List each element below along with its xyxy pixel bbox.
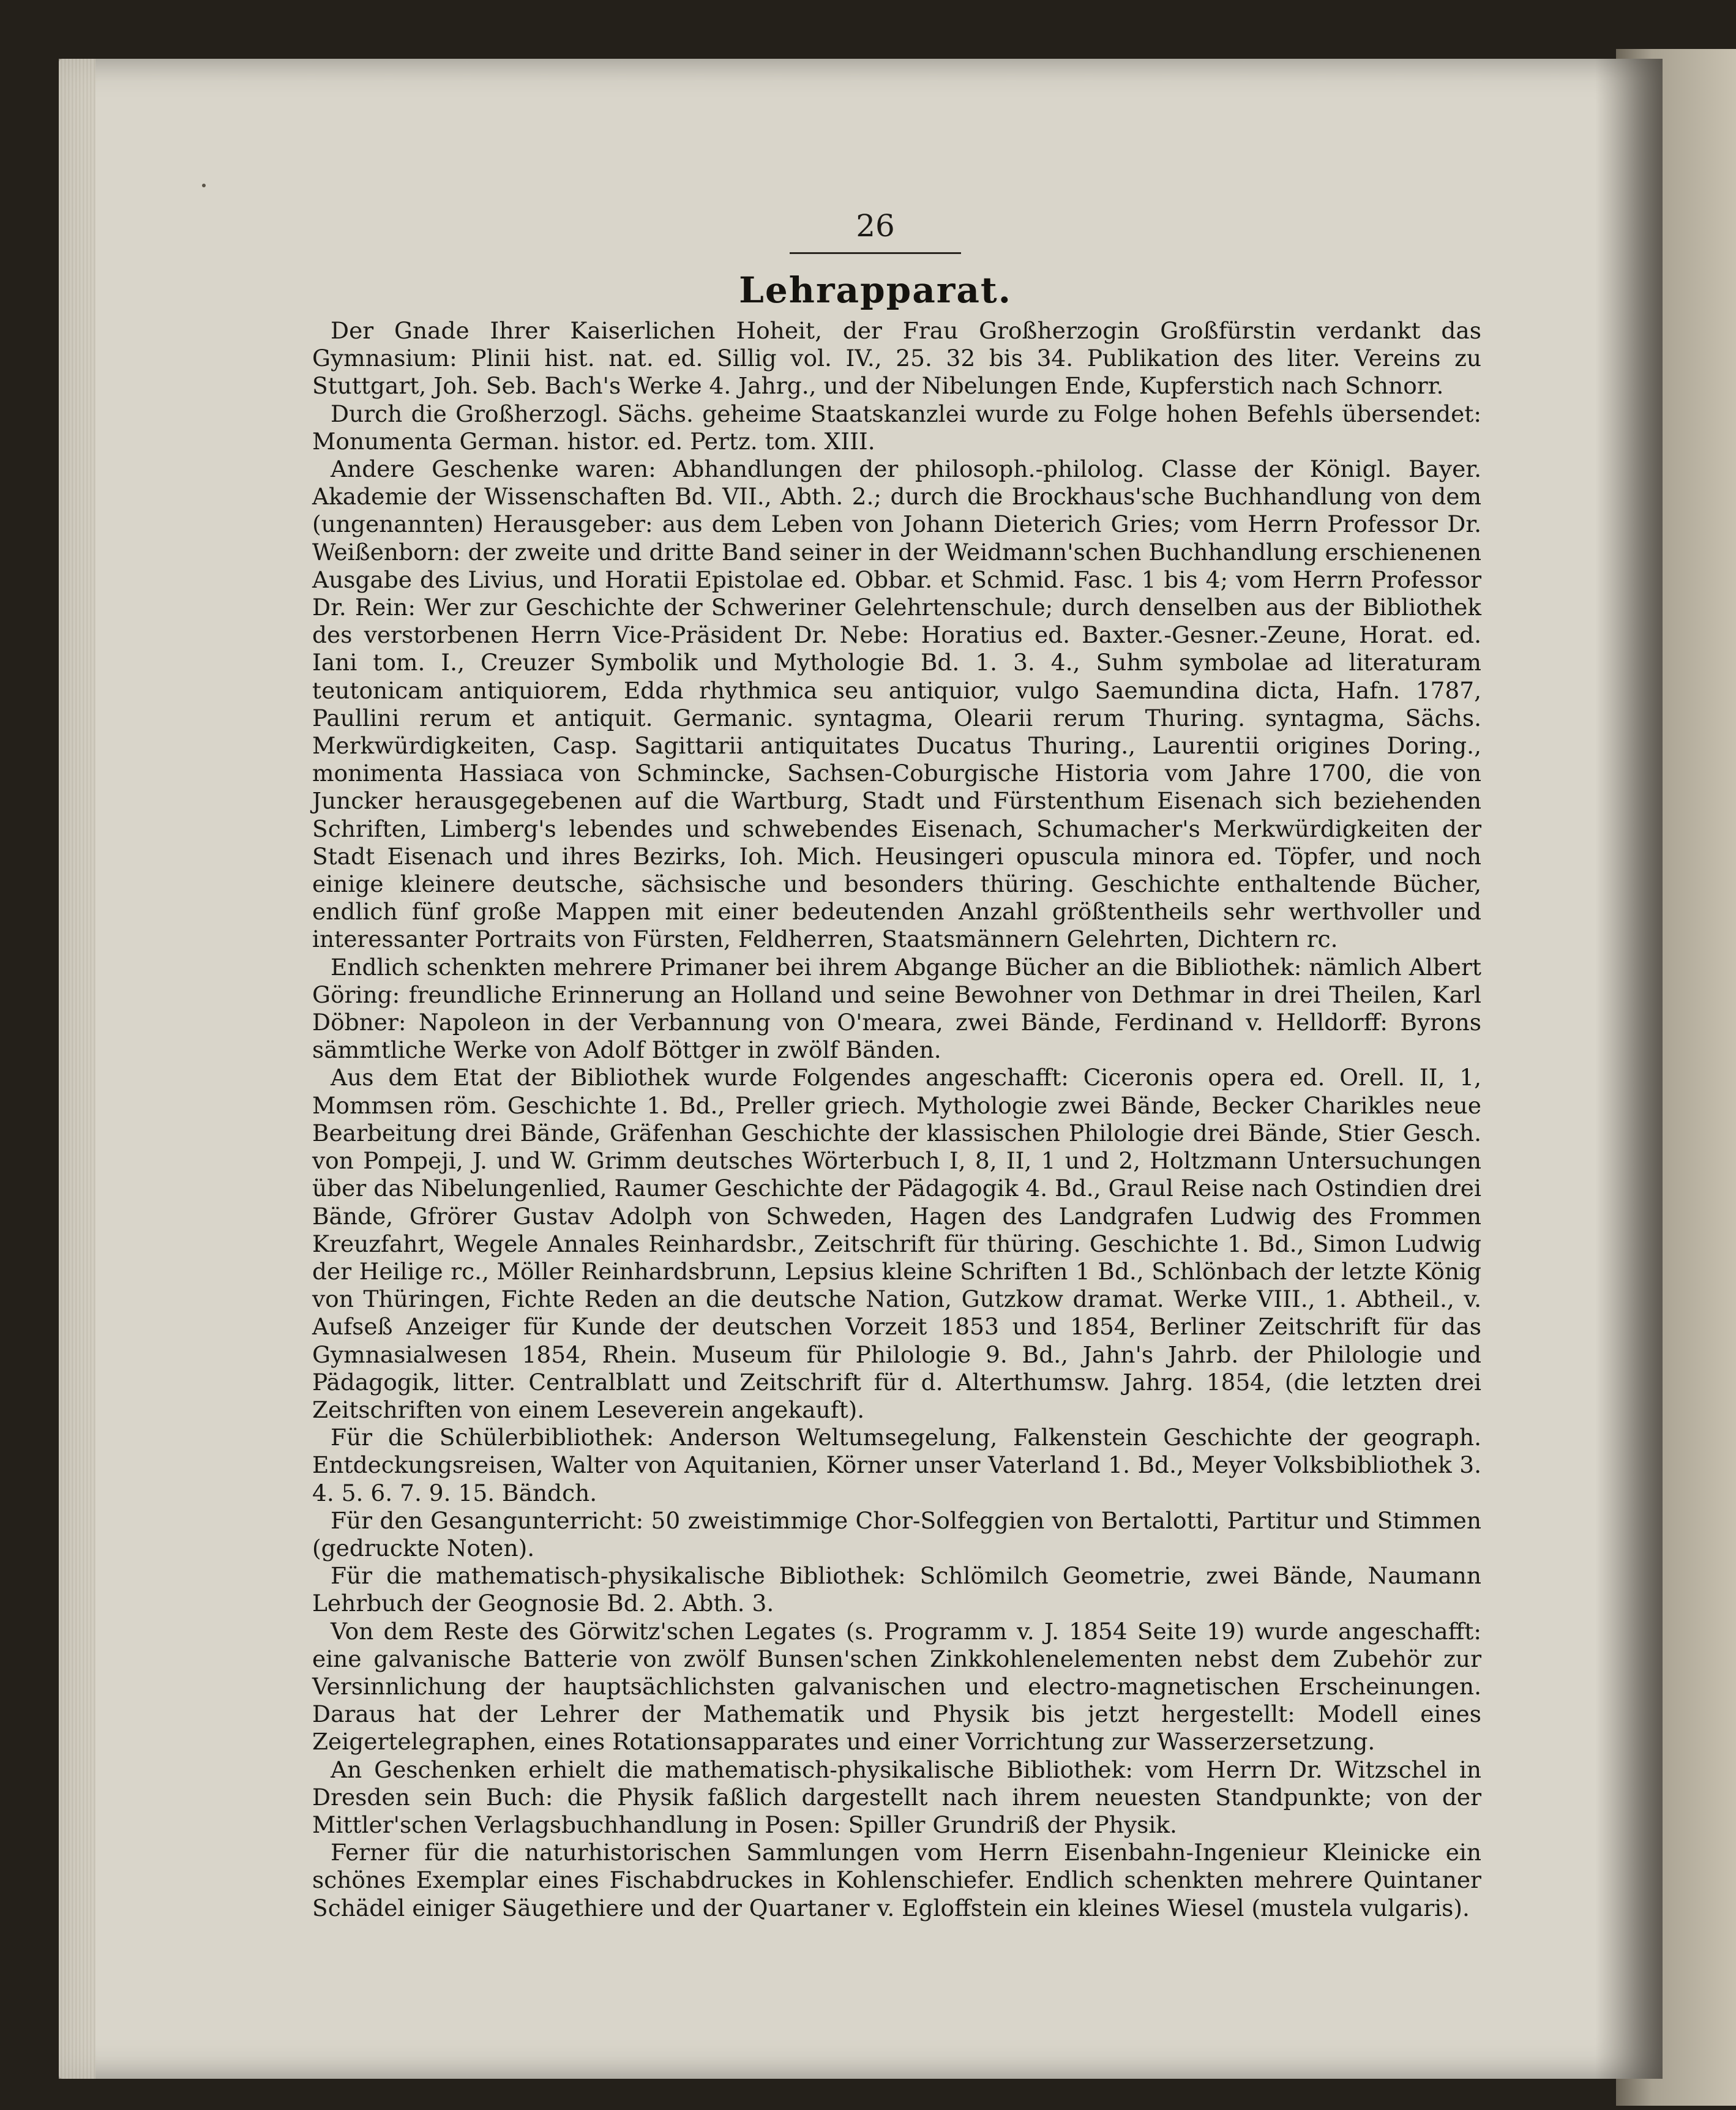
paragraph-library-purchases: Aus dem Etat der Bibliothek wurde Folgendes angeschafft: Ciceronis opera ed. Orell. II, 1, Mommsen röm. Geschichte 1. Bd., Preller griech. Mythologie zwei Bände, Becker Charikles neue Bearbeitung drei Bände, Gräfenhan Geschichte der klassischen Philologie drei Bände, Stier Gesch. von Pompeji, J. und W. Grimm deutsches Wörterbuch I, 8, II, 1 und 2, Holtzmann Untersuchungen über das Nibelungenlied, Raumer Geschichte der Pädagogik 4. Bd., Graul Reise nach Ostindien drei Bände, Gfrörer Gustav Adolph von Schweden, Hagen des Landgrafen Ludwig des Frommen Kreuzfahrt, Wegele Annales Reinhardsbr., Zeitschrift für thüring. Geschichte 1. Bd., Simon Ludwig der Heilige rc., Möller Reinhardsbrunn, Lepsius kleine Schriften 1 Bd., Schlönbach der letzte König von Thüringen, Fichte Reden an die deutsche Nation, Gutzkow dramat. Werke VIII., 1. Abtheil., v. Aufseß Anzeiger für Kunde der deutschen Vorzeit 1853 und 1854, Berliner Zeitschrift für das Gymnasialwesen 1854, Rhein. Museum für Philologie 9. Bd., Jahn's Jahrb. der Philologie und Pädagogik, litter. Centralblatt und Zeitschrift für d. Alterthumsw. Jahrg. 1854, (die letzten drei Zeitschriften von einem Leseverein angekauft). (312, 1064, 1481, 1423)
page-number: 26 (856, 208, 895, 244)
paragraph-legacy-purchase: Von dem Reste des Görwitz'schen Legates (s. Programm v. J. 1854 Seite 19) wurde angeschafft: eine galvanische Batterie von zwölf Bunsen'schen Zinkkohlenelementen nebst dem Zubehör zur Versinnlichung der hauptsächlichsten galvanischen und electro-magnetischen Erscheinungen. Daraus hat der Lehrer der Mathematik und Physik bis jetzt hergestellt: Modell eines Zeigertelegraphen, eines Rotationsapparates und einer Vorrichtung zur Wasserzersetzung. (312, 1617, 1481, 1756)
page-stack-edge (59, 59, 95, 2079)
paragraph-natural-history: Ferner für die naturhistorischen Sammlungen vom Herrn Eisenbahn-Ingenieur Kleinicke ein schönes Exemplar eines Fischabdruckes in Kohlenschiefer. Endlich schenkten mehrere Quintaner Schädel einiger Säugethiere und der Quartaner v. Egloffstein ein kleines Wiesel (mustela vulgaris). (312, 1839, 1481, 1921)
paragraph-student-library: Für die Schülerbibliothek: Anderson Weltumsegelung, Falkenstein Geschichte der geograph. Entdeckungsreisen, Walter von Aquitanien, Körner unser Vaterland 1. Bd., Meyer Volksbibliothek 3. 4. 5. 6. 7. 9. 15. Bändch. (312, 1424, 1481, 1506)
paper-speck (202, 184, 206, 187)
page-number-rule (790, 252, 961, 254)
paragraph-physics-gifts: An Geschenken erhielt die mathematisch-physikalische Bibliothek: vom Herrn Dr. Witzschel in Dresden sein Buch: die Physik faßlich dargestellt nach ihrem neuesten Standpunkte; von der Mittler'schen Verlagsbuchhandlung in Posen: Spiller Grundriß der Physik. (312, 1756, 1481, 1838)
paragraph-gifts-grand-duchess: Der Gnade Ihrer Kaiserlichen Hoheit, der Frau Großherzogin Großfürstin verdankt das Gymnasium: Plinii hist. nat. ed. Sillig vol. IV., 25. 32 bis 34. Publikation des liter. Vereins zu Stuttgart, Joh. Seb. Bach's Werke 4. Jahrg., und der Nibelungen Ende, Kupferstich nach Schnorr. (312, 317, 1481, 400)
section-heading: Lehrapparat. (739, 269, 1012, 311)
body-text (312, 317, 1481, 1922)
paragraph-other-gifts: Andere Geschenke waren: Abhandlungen der philosoph.-philolog. Classe der Königl. Bayer. Akademie der Wissenschaften Bd. VII., Abth. 2.; durch die Brockhaus'sche Buchhandlung von dem (ungenannten) Herausgeber: aus dem Leben von Johann Dieterich Gries; vom Herrn Professor Dr. Weißenborn: der zweite und dritte Band seiner in der Weidmann'schen Buchhandlung erschienenen Ausgabe des Livius, und Horatii Epistolae ed. Obbar. et Schmid. Fasc. 1 bis 4; vom Herrn Professor Dr. Rein: Wer zur Geschichte der Schweriner Gelehrtenschule; durch denselben aus der Bibliothek des verstorbenen Herrn Vice-Präsident Dr. Nebe: Horatius ed. Baxter.-Gesner.-Zeune, Horat. ed. Iani tom. I., Creuzer Symbolik und Mythologie Bd. 1. 3. 4., Suhm symbolae ad literaturam teutonicam antiquiorem, Edda rhythmica seu antiquior, vulgo Saemundina dicta, Hafn. 1787, Paullini rerum et antiquit. Germanic. syntagma, Olearii rerum Thuring. syntagma, Sächs. Merkwürdigkeiten, Casp. Sagittarii antiquitates Ducatus Thuring., Laurentii origines Doring., monimenta Hassiaca von Schmincke, Sachsen-Coburgische Historia vom Jahre 1700, die von Juncker herausgegebenen auf die Wartburg, Stadt und Fürstenthum Eisenach sich beziehenden Schriften, Limberg's lebendes und schwebendes Eisenach, Schumacher's Merkwürdigkeiten der Stadt Eisenach und ihres Bezirks, Ioh. Mich. Heusingeri opuscula minora ed. Töpfer, und noch einige kleinere deutsche, sächsische und besonders thüring. Geschichte enthaltende Bücher, endlich fünf große Mappen mit einer bedeutenden Anzahl größtentheils sehr werthvoller und interessanter Portraits von Fürsten, Feldherren, Staatsmännern Gelehrten, Dichtern rc. (312, 455, 1481, 953)
binding-gutter (1595, 59, 1663, 2079)
paragraph-math-physics-library: Für die mathematisch-physikalische Bibliothek: Schlömilch Geometrie, zwei Bände, Naumann Lehrbuch der Geognosie Bd. 2. Abth. 3. (312, 1562, 1481, 1617)
paragraph-primaner-gifts: Endlich schenkten mehrere Primaner bei ihrem Abgange Bücher an die Bibliothek: nämlich Albert Göring: freundliche Erinnerung an Holland und seine Bewohner von Dethmar in drei Theilen, Karl Döbner: Napoleon in der Verbannung von O'meara, zwei Bände, Ferdinand v. Helldorff: Byrons sämmtliche Werke von Adolf Böttger in zwölf Bänden. (312, 953, 1481, 1064)
paragraph-singing-lessons: Für den Gesangunterricht: 50 zweistimmige Chor-Solfeggien von Bertalotti, Partitur und Stimmen (gedruckte Noten). (312, 1506, 1481, 1562)
paragraph-state-chancellery: Durch die Großherzogl. Sächs. geheime Staatskanzlei wurde zu Folge hohen Befehls übersendet: Monumenta German. histor. ed. Pertz. tom. XIII. (312, 400, 1481, 455)
